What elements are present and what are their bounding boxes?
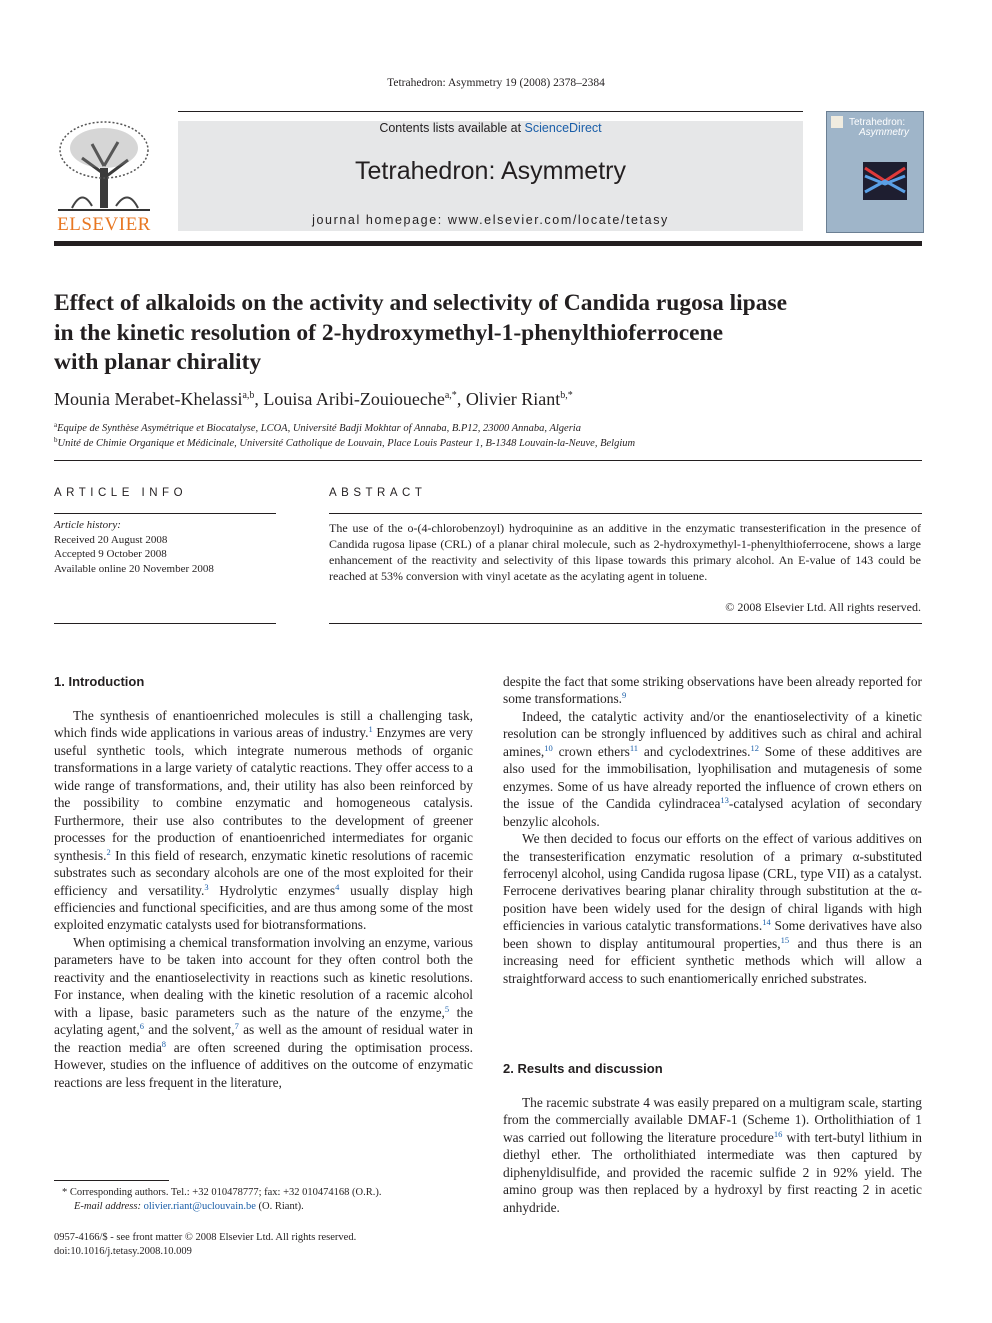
author-sup: a,b xyxy=(242,390,255,401)
email-link[interactable]: olivier.riant@uclouvain.be xyxy=(143,1201,256,1212)
abstract-copyright: © 2008 Elsevier Ltd. All rights reserved. xyxy=(725,600,921,614)
corresponding-authors: * Corresponding authors. Tel.: +32 010478777; fax: +32 010474168 (O.R.). xyxy=(62,1187,382,1198)
email-suffix: (O. Riant). xyxy=(255,1201,304,1212)
paragraph: The racemic substrate 4 was easily prepared on a multigram scale, starting from the commercially available DMAF-1 (Scheme 1). Ortholithiation of 1 was carried out following the literature procedure$^{16}$ with tert-butyl lithium in diethyl ether. The ortholithiated intermediate was then captured by diphenyldisulfide, and provided the racemic sulfide 2 in 92% yield. The amino group was then replaced by a hydroxyl by first reacting 2 in acetic anhydride. xyxy=(503,1095,922,1215)
citation-ref[interactable]: 2 xyxy=(106,846,111,857)
affiliation-rule xyxy=(54,460,922,461)
history-label: Article history: xyxy=(54,519,121,531)
title-line-2: in the kinetic resolution of 2-hydroxymethyl-1-phenylthioferrocene xyxy=(54,319,724,346)
journal-banner xyxy=(178,121,803,231)
contents-line xyxy=(178,121,803,135)
title-line-3: with planar chirality xyxy=(54,349,262,375)
citation-ref[interactable]: 13 xyxy=(720,795,729,806)
paragraph: When optimising a chemical transformation involving an enzyme, various parameters have to be taken into account for they often control both the reactivity and the enantioselectivity in reactions such as kinetic resolutions. For instance, when dealing with the kinetic resolution of a racemic alcohol with a lipase, basic parameters such as the nature of the enzyme,$^5$ the acylating agent,$^6$ and the solvent,$^7$ as well as the amount of residual water in the reaction media$^8$ are often screened during the optimisation process. However, studies on the influence of additives on the outcome of enzymatic reactions are less frequent in the literature, xyxy=(54,934,473,1090)
article-info-rule-top xyxy=(54,513,276,514)
citation-ref[interactable]: 16 xyxy=(773,1128,783,1139)
paragraph: We then decided to focus our efforts on the effect of various additives on the transesterification enzymatic resolution of a primary α-substituted ferrocenyl alcohol, using Candida rugosa lipase (CRL, type VII) as a catalyst. Ferrocene derivatives bearing planar chirality through substitution at the α-position have been widely used for the design of chiral ligands with high efficiencies in various catalytic transformations.$^{14}$ Some derivatives have also been shown to display antitumoural properties,$^{15}$ and thus there is an increasing need for efficient synthetic methods which will allow a straightforward access to such enantiomerically enriched substrates. xyxy=(503,831,922,986)
cover-image xyxy=(863,162,907,200)
title-line-1: Effect of alkaloids on the activity and selectivity of Candida rugosa lipase xyxy=(54,290,788,316)
elsevier-tree-icon xyxy=(52,118,156,214)
contents-prefix: Contents lists available at xyxy=(379,121,525,135)
citation-ref[interactable]: 9 xyxy=(622,690,627,701)
author-name[interactable]: Mounia Merabet-Khelassi xyxy=(54,389,243,409)
footnote-rule xyxy=(54,1180,169,1181)
abstract-rule-top xyxy=(329,513,922,514)
citation-ref[interactable]: 10 xyxy=(544,742,553,753)
front-matter-info xyxy=(54,1231,484,1259)
citation-ref[interactable]: 11 xyxy=(629,742,639,753)
article-title xyxy=(54,289,914,378)
abstract-heading: ABSTRACT xyxy=(329,487,427,499)
affiliation-mark: a xyxy=(54,421,58,429)
corresponding-footnote xyxy=(54,1186,492,1214)
intro-heading-text: 1. Introduction xyxy=(54,674,145,689)
affiliation-mark: b xyxy=(54,436,58,444)
affiliation-text: Equipe de Synthèse Asymétrique et Biocatalyse, LCOA, Université Badji Mokhtar of Annaba, B.P12, 23000 Annaba, Algeria xyxy=(57,423,581,434)
sciencedirect-link[interactable]: ScienceDirect xyxy=(524,121,602,135)
journal-cover[interactable] xyxy=(826,111,924,233)
cover-graphic-icon xyxy=(863,162,907,200)
cover-title xyxy=(849,118,909,138)
section-heading-introduction xyxy=(54,673,144,690)
paragraph: Indeed, the catalytic activity and/or the enantioselectivity of a kinetic resolution can be strongly influenced by additives such as chiral and achiral amines,$^{10}$ crown ethers$^{11}$ and cyclodextrines.$^{12}$ Some of these additives are also used for the immobilisation, lyophilisation and mutagenesis of some enzymes. Some of us have already reported the influence of crown ethers on the issue of the Candida cylindracea$^{13}$-catalysed acylation of secondary benzylic alcohols. xyxy=(503,708,922,829)
citation-ref[interactable]: 5 xyxy=(444,1003,450,1014)
citation-ref[interactable]: 3 xyxy=(204,881,209,892)
results-heading-text: 2. Results and discussion xyxy=(503,1061,663,1076)
abstract-text: The use of the o-(4-chlorobenzoyl) hydroquinine as an additive in the enzymatic transesterification in the presence of Candida rugosa lipase (CRL) of a planar chiral molecule, such as 2-hydroxymethyl-1-phenylthioferrocene, shows a large enhancement of the reactivity and selectivity of this lipase towards this primary alcohol. An E-value of 143 could be reached at 53% conversion with vinyl acetate as the acylating agent in toluene. xyxy=(329,521,921,583)
citation-ref[interactable]: 1 xyxy=(368,724,373,735)
affiliation-b xyxy=(54,436,924,449)
online-date: Available online 20 November 2008 xyxy=(54,562,214,575)
section-heading-results xyxy=(503,1060,663,1077)
issn-line: 0957-4166/$ - see front matter © 2008 Elsevier Ltd. All rights reserved. xyxy=(54,1232,357,1243)
author-name[interactable]: Olivier Riant xyxy=(465,389,561,409)
article-history xyxy=(54,518,276,576)
citation-ref[interactable]: 12 xyxy=(750,742,759,753)
body-column-left xyxy=(54,707,473,1091)
author-sup: b,* xyxy=(560,390,573,401)
doi-line[interactable]: doi:10.1016/j.tetasy.2008.10.009 xyxy=(54,1246,192,1257)
header-thick-rule xyxy=(54,241,922,246)
cover-mini-logo xyxy=(831,116,843,128)
citation-ref[interactable]: 7 xyxy=(234,1021,239,1032)
journal-name: Tetrahedron: Asymmetry xyxy=(355,157,626,185)
citation-ref[interactable]: 14 xyxy=(762,917,771,928)
article-info-heading: ARTICLE INFO xyxy=(54,487,188,499)
paragraph: despite the fact that some striking observations have been already reported for some transformations.$^9$ xyxy=(503,674,922,707)
abstract-rule-bottom xyxy=(329,623,922,624)
citation-ref[interactable]: 6 xyxy=(139,1021,144,1032)
affiliation-text: Unité de Chimie Organique et Médicinale, Université Catholique de Louvain, Place Louis Pasteur 1, B-1348 Louvain-la-Neuve, Belgium xyxy=(57,438,636,449)
cover-title-line2: Asymmetry xyxy=(859,127,909,138)
citation-ref[interactable]: 15 xyxy=(780,934,790,945)
journal-reference: Tetrahedron: Asymmetry 19 (2008) 2378–2384 xyxy=(387,77,605,89)
author-list: Mounia Merabet-Khelassi$^{a,b}$, Louisa Aribi-Zouioueche$^{a,*}$, Olivier Riant$^{b,*}$ xyxy=(54,389,573,409)
publisher-logo-text: ELSEVIER xyxy=(57,214,151,235)
received-date: Received 20 August 2008 xyxy=(54,533,168,546)
cover-title-line1: Tetrahedron: xyxy=(849,117,906,128)
journal-homepage[interactable]: journal homepage: www.elsevier.com/locate/tetasy xyxy=(312,213,669,227)
email-line xyxy=(62,1200,492,1214)
body-column-right-lower xyxy=(503,1094,922,1216)
paragraph: The synthesis of enantioenriched molecules is still a challenging task, which finds wide applications in various areas of industry.$^1$ Enzymes are very useful synthetic tools, which integrate numerous methods of organic transformations in a large variety of catalytic reactions. They offer access to a wide range of transformations, and, their utility has also been reinforced by the possibility to combine enzymatic and homogeneous catalysis. Furthermore, their use also contributes to the development of greener processes for the production of enantioenriched intermediates for organic synthesis.$^2$ In this field of research, enzymatic kinetic resolutions of racemic substrates such as secondary alcohols are one of the most exploited for their efficiency and versatility.$^3$ Hydrolytic enzymes$^4$ usually display high efficiencies and functional specificities, and are thus among some of the most exploited enzymatic catalysts used for biotransformations. xyxy=(54,708,474,933)
affiliation-a xyxy=(54,421,924,434)
article-info-rule-bottom xyxy=(54,623,276,624)
elsevier-logo[interactable] xyxy=(52,118,156,236)
author-sup: a,* xyxy=(444,390,457,401)
citation-ref[interactable]: 8 xyxy=(161,1038,167,1049)
author-name[interactable]: Louisa Aribi-Zouioueche xyxy=(263,389,445,409)
citation-ref[interactable]: 4 xyxy=(335,881,340,892)
email-label: E-mail address: xyxy=(74,1201,144,1212)
body-column-right xyxy=(503,673,922,987)
header-rule xyxy=(178,111,803,112)
accepted-date: Accepted 9 October 2008 xyxy=(54,548,167,560)
